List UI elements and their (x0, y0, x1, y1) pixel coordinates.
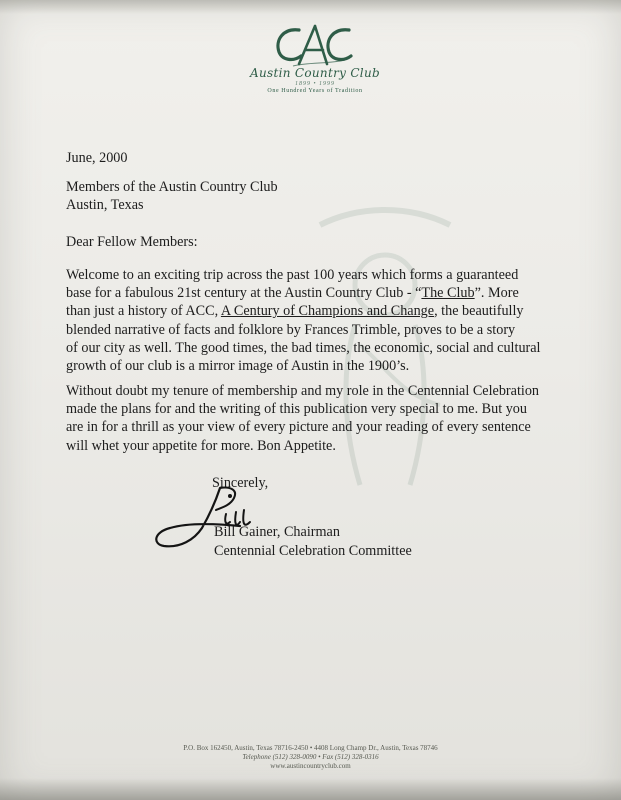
paragraph-line: Without doubt my tenure of membership and my role in the Centennial Celebration (66, 383, 540, 399)
recipient-line: Austin, Texas (66, 197, 144, 214)
paragraph-line: made the plans for and the writing of this publication very special to me. But you (66, 401, 527, 418)
letterhead (220, 22, 410, 94)
page-shadow-top (0, 0, 621, 14)
text-span: than just a history of ACC, (66, 303, 221, 320)
paragraph-line: blended narrative of facts and folklore by Frances Trimble, proves to be a story (66, 321, 516, 338)
paragraph-2 (66, 382, 591, 455)
paragraph-line: of our city as well. The good times, the bad times, the economic, social and cultural (66, 339, 541, 356)
salutation: Dear Fellow Members: (66, 234, 198, 250)
footer-phone: Telephone (512) 328-0090 • Fax (512) 328-0316 (242, 753, 379, 761)
paragraph-line (66, 284, 591, 302)
page-shadow-bottom (0, 778, 621, 800)
club-tagline: One Hundred Years of Tradition (267, 88, 363, 94)
club-nickname: The Club (421, 285, 475, 302)
closing: Sincerely, (212, 475, 269, 491)
book-title: A Century of Champions and Change (220, 303, 435, 320)
paragraph-line (66, 302, 591, 320)
text-span: base for a fabulous 21st century at the Austin Country Club - “ (66, 285, 422, 302)
paragraph-line: are in for a thrill as your view of every picture and your reading of every sentence (66, 419, 531, 436)
footer-address: P.O. Box 162450, Austin, Texas 78716-2450 • 4408 Long Champ Dr., Austin, Texas 78746 (183, 744, 438, 752)
letter-date: June, 2000 (66, 150, 128, 166)
text-span: , the beautifully (434, 303, 524, 320)
recipient-block (66, 178, 278, 214)
paragraph-line: will whet your appetite for more. Bon Appetite. (66, 437, 336, 454)
paragraph-line: growth of our club is a mirror image of Austin in the 1900’s. (66, 358, 410, 375)
signer-block (214, 523, 412, 561)
signer-name: Bill Gainer, Chairman (214, 524, 340, 540)
club-years: 1899 • 1999 (294, 81, 336, 87)
club-monogram-logo (269, 22, 361, 68)
signer-title: Centennial Celebration Committee (214, 543, 412, 559)
footer-website: www.austincountryclub.com (270, 762, 351, 770)
text-span: ”. More (474, 285, 519, 302)
club-name: Austin Country Club (250, 66, 380, 80)
paragraph-1 (66, 266, 591, 375)
paragraph-line: Welcome to an exciting trip across the past 100 years which forms a guaranteed (66, 267, 519, 283)
recipient-line: Members of the Austin Country Club (66, 179, 278, 195)
letterhead-footer (0, 744, 621, 771)
